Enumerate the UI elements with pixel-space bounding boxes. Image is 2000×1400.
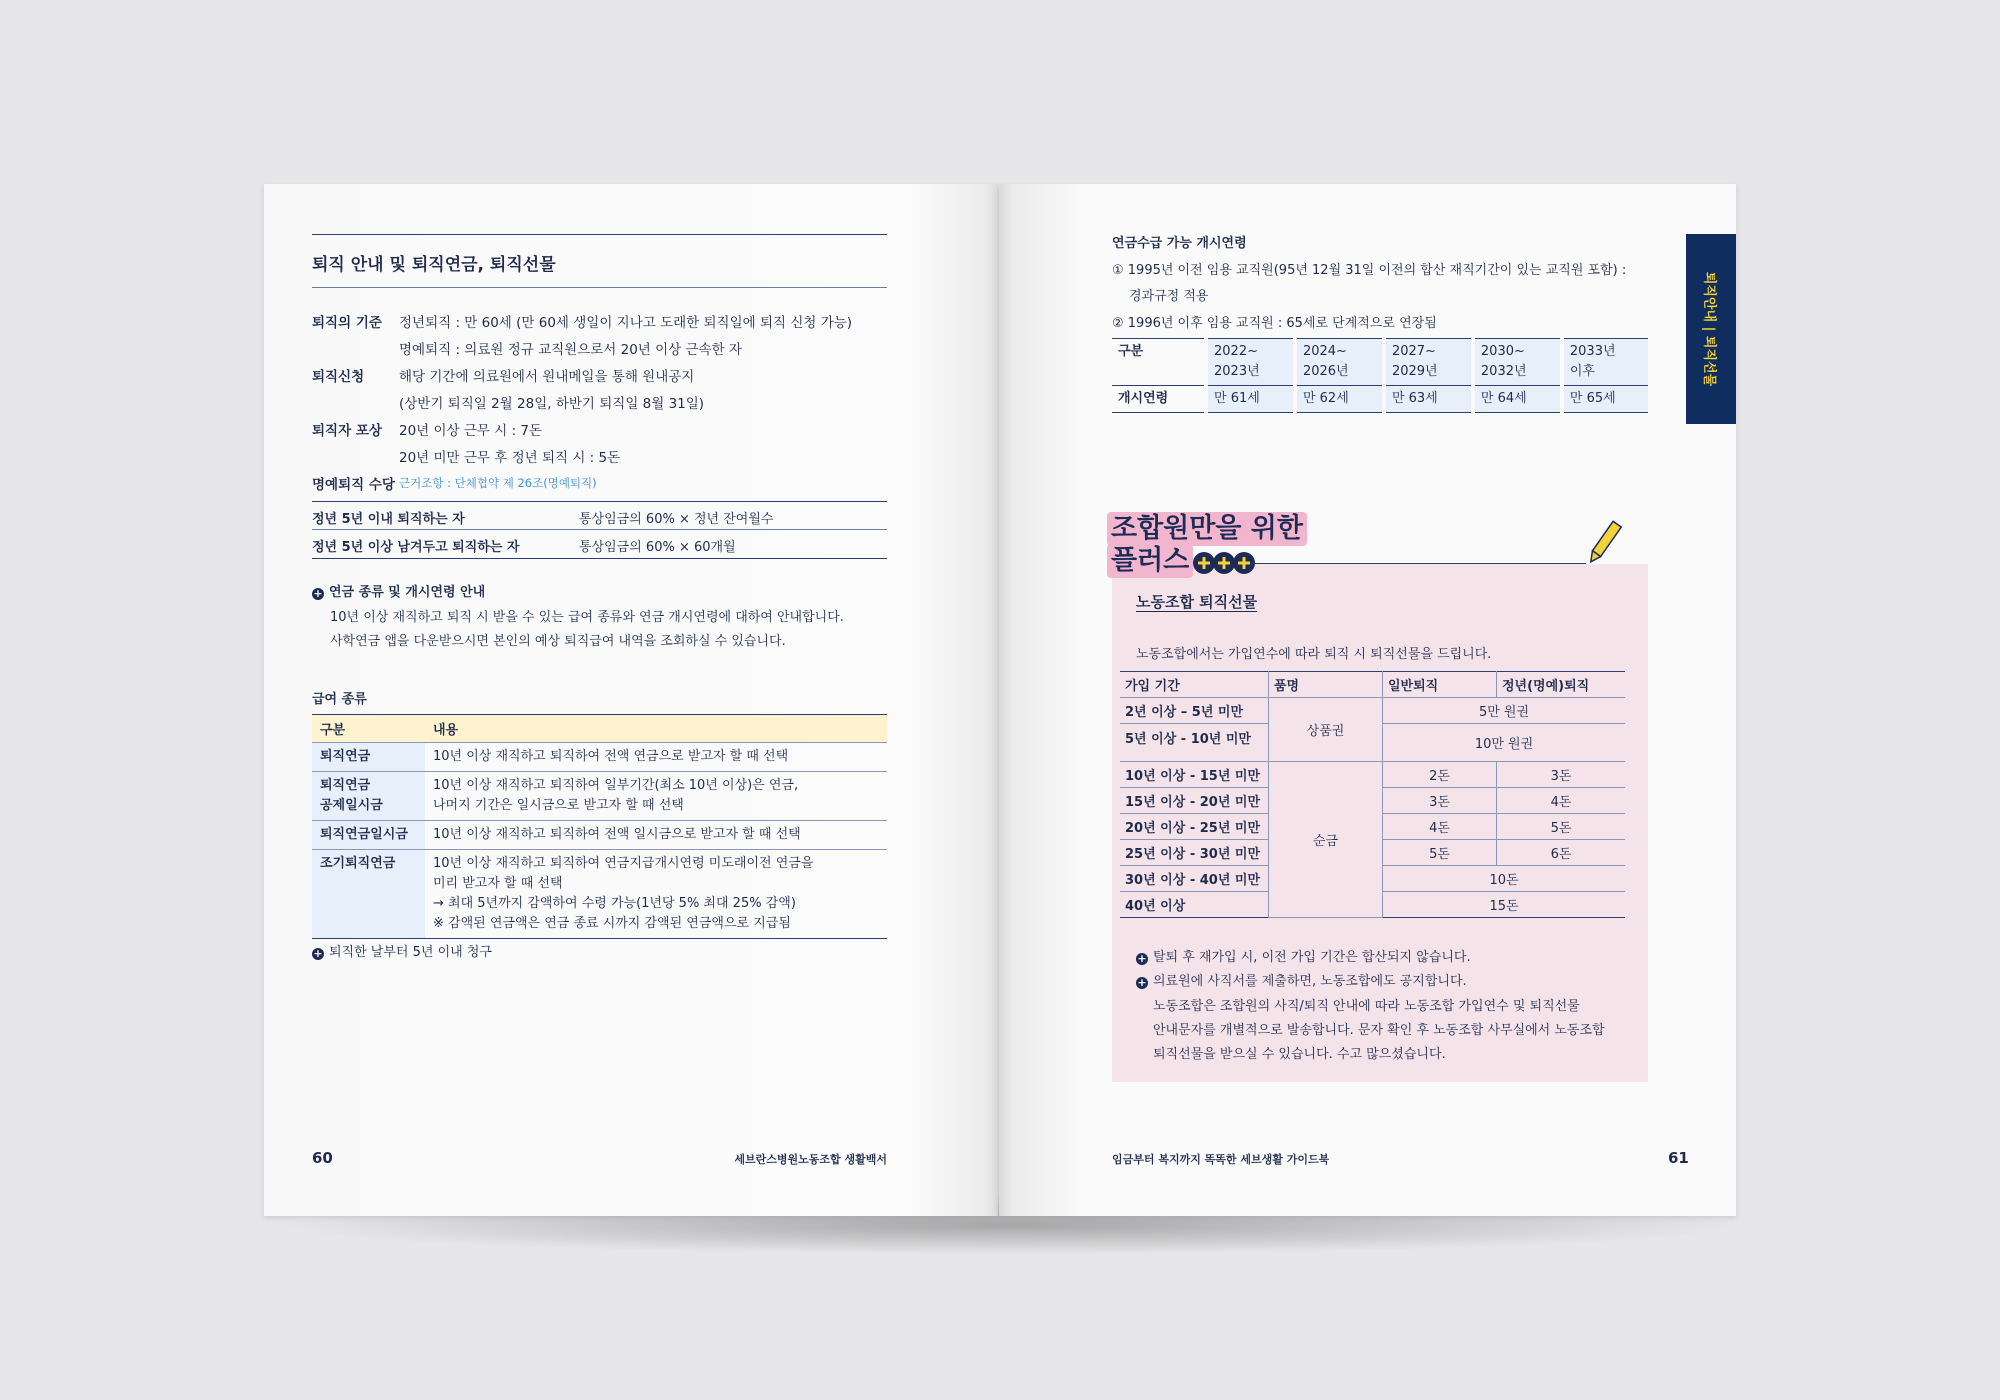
- pension-info-title: 연금 종류 및 개시연령 안내: [329, 585, 486, 600]
- table-row: [1120, 698, 1625, 724]
- heading-rule: [1251, 563, 1586, 564]
- benefit-line: ※ 감액된 연금액은 연금 종료 시까지 감액된 연금액으로 지급됨: [433, 916, 791, 931]
- age-row-label: 개시연령: [1112, 386, 1206, 413]
- period-line: 2032년: [1480, 364, 1527, 379]
- benefit-line: 미리 받고자 할 때 선택: [433, 876, 563, 891]
- rule-label: 퇴직신청: [312, 369, 365, 385]
- pension-info-line: 10년 이상 재직하고 퇴직 시 받을 수 있는 급여 종류와 연금 개시연령에 대하여 안내합니다.: [330, 610, 844, 625]
- gift-general: 5돈: [1383, 840, 1497, 866]
- claim-note-text: 퇴직한 날부터 5년 이내 청구: [329, 945, 492, 960]
- table-header: 구분: [312, 715, 425, 743]
- honor-who: 정년 5년 이상 남겨두고 퇴직하는 자: [312, 540, 520, 555]
- table-row: [1120, 762, 1625, 788]
- age-cell: 만 62세: [1295, 386, 1384, 413]
- benefit-desc: [425, 772, 887, 821]
- age-cell: 만 65세: [1562, 386, 1648, 413]
- rule-line: (상반기 퇴직일 2월 28일, 하반기 퇴직일 8월 31일): [399, 396, 705, 412]
- period-line: 이후: [1569, 364, 1595, 379]
- rule-line: 명예퇴직 : 의료원 정규 교직원으로서 20년 이상 근속한 자: [399, 342, 742, 358]
- gift-general: 3돈: [1383, 788, 1497, 814]
- table-header: 정년(명예)퇴직: [1497, 672, 1626, 698]
- period-line: 2029년: [1391, 364, 1438, 379]
- union-note-body: 퇴직선물을 받으실 수 있습니다. 수고 많으셨습니다.: [1153, 1047, 1446, 1062]
- period-line: 2027~: [1391, 344, 1436, 359]
- age-line: 경과규정 적용: [1129, 289, 1209, 304]
- union-note-text: 의료원에 사직서를 제출하면, 노동조합에도 공지합니다.: [1153, 974, 1467, 989]
- period-cell: 25년 이상 - 30년 미만: [1120, 840, 1269, 866]
- period-cell: [1384, 339, 1473, 386]
- plus-title-line1: 조합원만을 위한: [1107, 512, 1307, 546]
- age-title: 연금수급 가능 개시연령: [1112, 236, 1247, 251]
- benefit-table: [312, 714, 887, 939]
- gift-general: 2돈: [1383, 762, 1497, 788]
- table-row: [312, 821, 887, 850]
- benefit-line: 나머지 기간은 일시금으로 받고자 할 때 선택: [433, 798, 684, 813]
- page-number: 61: [1668, 1149, 1689, 1167]
- divider: [312, 287, 887, 288]
- plus-icon: +: [313, 587, 323, 600]
- gift-retire: 3돈: [1497, 762, 1626, 788]
- gift-type: 상품권: [1269, 698, 1383, 762]
- divider: [312, 529, 887, 530]
- age-row-label: 구분: [1112, 339, 1206, 386]
- rule-label: 퇴직자 포상: [312, 423, 382, 439]
- benefit-line: → 최대 5년까지 감액하여 수령 가능(1년당 5% 최대 25% 감액): [433, 896, 796, 911]
- period-line: 2023년: [1214, 364, 1260, 379]
- age-cell: 만 61세: [1206, 386, 1295, 413]
- period-cell: [1206, 339, 1295, 386]
- right-page: [999, 184, 1736, 1216]
- benefit-kind: 퇴직연금일시금: [312, 821, 425, 850]
- honor-note: 근거조항 : 단체협약 제 26조(명예퇴직): [399, 476, 597, 490]
- union-note-body: 노동조합은 조합원의 사직/퇴직 안내에 따라 노동조합 가입연수 및 퇴직선물: [1153, 999, 1580, 1014]
- union-title: 노동조합 퇴직선물: [1136, 593, 1258, 611]
- union-note: [1136, 946, 1471, 965]
- divider: [312, 558, 887, 559]
- gift-retire: 4돈: [1497, 788, 1626, 814]
- age-cell: 만 63세: [1384, 386, 1473, 413]
- gift-value: 10만 원권: [1383, 724, 1626, 762]
- table-header: 품명: [1269, 672, 1383, 698]
- age-table: [1112, 338, 1648, 413]
- plus-icon: +: [1137, 976, 1147, 989]
- table-row: [312, 743, 887, 772]
- benefit-desc: [425, 743, 887, 772]
- period-line: 2022~: [1214, 344, 1258, 359]
- table-header: 내용: [425, 715, 887, 743]
- table-header: 일반퇴직: [1383, 672, 1497, 698]
- age-cell: 만 64세: [1473, 386, 1562, 413]
- period-cell: [1473, 339, 1562, 386]
- plus-heading: [1107, 512, 1307, 580]
- union-note-text: 탈퇴 후 재가입 시, 이전 가입 기간은 합산되지 않습니다.: [1153, 950, 1471, 965]
- period-line: 2024~: [1302, 344, 1347, 359]
- benefit-line: 10년 이상 재직하고 퇴직하여 전액 일시금으로 받고자 할 때 선택: [433, 827, 801, 842]
- benefit-desc: [425, 850, 887, 939]
- plus-icon: +: [313, 947, 323, 960]
- rule-line: 20년 이상 근무 시 : 7돈: [399, 423, 543, 439]
- rule-line: 20년 미만 근무 후 정년 퇴직 시 : 5돈: [399, 450, 621, 466]
- gift-value: 5만 원권: [1383, 698, 1626, 724]
- benefit-desc: [425, 821, 887, 850]
- benefit-line: 10년 이상 재직하고 퇴직하여 전액 연금으로 받고자 할 때 선택: [433, 749, 789, 764]
- union-note: [1136, 970, 1467, 989]
- period-line: 2033년: [1569, 344, 1616, 359]
- benefit-kind: 퇴직연금: [312, 743, 425, 772]
- honor-amount: 통상임금의 60% × 60개월: [579, 540, 736, 555]
- divider: [312, 234, 887, 235]
- table-row: [1112, 386, 1648, 413]
- rule-label: 퇴직의 기준: [312, 315, 382, 331]
- table-header: 가입 기간: [1120, 672, 1269, 698]
- union-gift-table: [1120, 671, 1625, 918]
- table-header-row: [312, 715, 887, 743]
- period-cell: [1562, 339, 1648, 386]
- period-cell: 15년 이상 - 20년 미만: [1120, 788, 1269, 814]
- period-cell: 10년 이상 - 15년 미만: [1120, 762, 1269, 788]
- table-row: [312, 772, 887, 821]
- period-cell: 40년 이상: [1120, 892, 1269, 918]
- page-footer: 임금부터 복지까지 똑똑한 세브생활 가이드북: [1112, 1153, 1330, 1166]
- honor-who: 정년 5년 이내 퇴직하는 자: [312, 512, 465, 527]
- period-cell: 5년 이상 - 10년 미만: [1120, 724, 1269, 762]
- benefit-line: 10년 이상 재직하고 퇴직하여 연금지급개시연령 미도래이전 연금을: [433, 856, 814, 871]
- benefit-kind: 조기퇴직연금: [312, 850, 425, 939]
- table-row: [1112, 339, 1648, 386]
- union-desc: 노동조합에서는 가입연수에 따라 퇴직 시 퇴직선물을 드립니다.: [1136, 647, 1492, 662]
- side-tab[interactable]: [1686, 234, 1736, 424]
- gift-type: 순금: [1269, 762, 1383, 918]
- table-header-row: [1120, 672, 1625, 698]
- honor-label: 명예퇴직 수당: [312, 477, 395, 493]
- gift-retire: 5돈: [1497, 814, 1626, 840]
- rule-line: 해당 기간에 의료원에서 원내메일을 통해 원내공지: [399, 369, 695, 385]
- period-cell: 30년 이상 - 40년 미만: [1120, 866, 1269, 892]
- period-cell: 2년 이상 – 5년 미만: [1120, 698, 1269, 724]
- benefit-title: 급여 종류: [312, 692, 367, 707]
- plus-title-line2: 플러스: [1107, 544, 1193, 578]
- age-line: ① 1995년 이전 임용 교직원(95년 12월 31일 이전의 합산 재직기간이 있는 교직원 포함) :: [1112, 263, 1627, 278]
- period-cell: [1295, 339, 1384, 386]
- page-title: 퇴직 안내 및 퇴직연금, 퇴직선물: [312, 255, 556, 275]
- plus-icon: +: [1137, 952, 1147, 965]
- pencil-icon: [1586, 518, 1622, 572]
- period-cell: 20년 이상 - 25년 미만: [1120, 814, 1269, 840]
- gift-general: 4돈: [1383, 814, 1497, 840]
- union-note-body: 안내문자를 개별적으로 발송합니다. 문자 확인 후 노동조합 사무실에서 노동조합: [1153, 1023, 1605, 1038]
- rule-line: 정년퇴직 : 만 60세 (만 60세 생일이 지나고 도래한 퇴직일에 퇴직 신청 가능): [399, 315, 853, 331]
- age-line: ② 1996년 이후 임용 교직원 : 65세로 단계적으로 연장됨: [1112, 316, 1437, 331]
- union-plus-box: [1112, 564, 1648, 1082]
- side-tab-label: 퇴직안내 | 퇴직선물: [1701, 271, 1717, 387]
- gift-retire: 6돈: [1497, 840, 1626, 866]
- period-line: 2030~: [1480, 344, 1525, 359]
- table-row: [312, 850, 887, 939]
- left-page: [264, 184, 998, 1216]
- pension-info-line: 사학연금 앱을 다운받으시면 본인의 예상 퇴직급여 내역을 조회하실 수 있습니다.: [330, 634, 786, 649]
- divider: [312, 501, 887, 502]
- page-footer: 세브란스병원노동조합 생활백서: [734, 1153, 887, 1166]
- period-line: 2026년: [1302, 364, 1349, 379]
- benefit-line: 10년 이상 재직하고 퇴직하여 일부기간(최소 10년 이상)은 연금,: [433, 778, 799, 793]
- gift-value: 15돈: [1383, 892, 1626, 918]
- pension-info-heading: [312, 581, 485, 600]
- honor-amount: 통상임금의 60% × 정년 잔여월수: [579, 512, 774, 527]
- gift-value: 10돈: [1383, 866, 1626, 892]
- page-number: 60: [312, 1149, 333, 1167]
- claim-note: [312, 941, 492, 960]
- triple-plus-icon: [1191, 550, 1257, 580]
- benefit-kind: 퇴직연금 공제일시금: [312, 772, 425, 821]
